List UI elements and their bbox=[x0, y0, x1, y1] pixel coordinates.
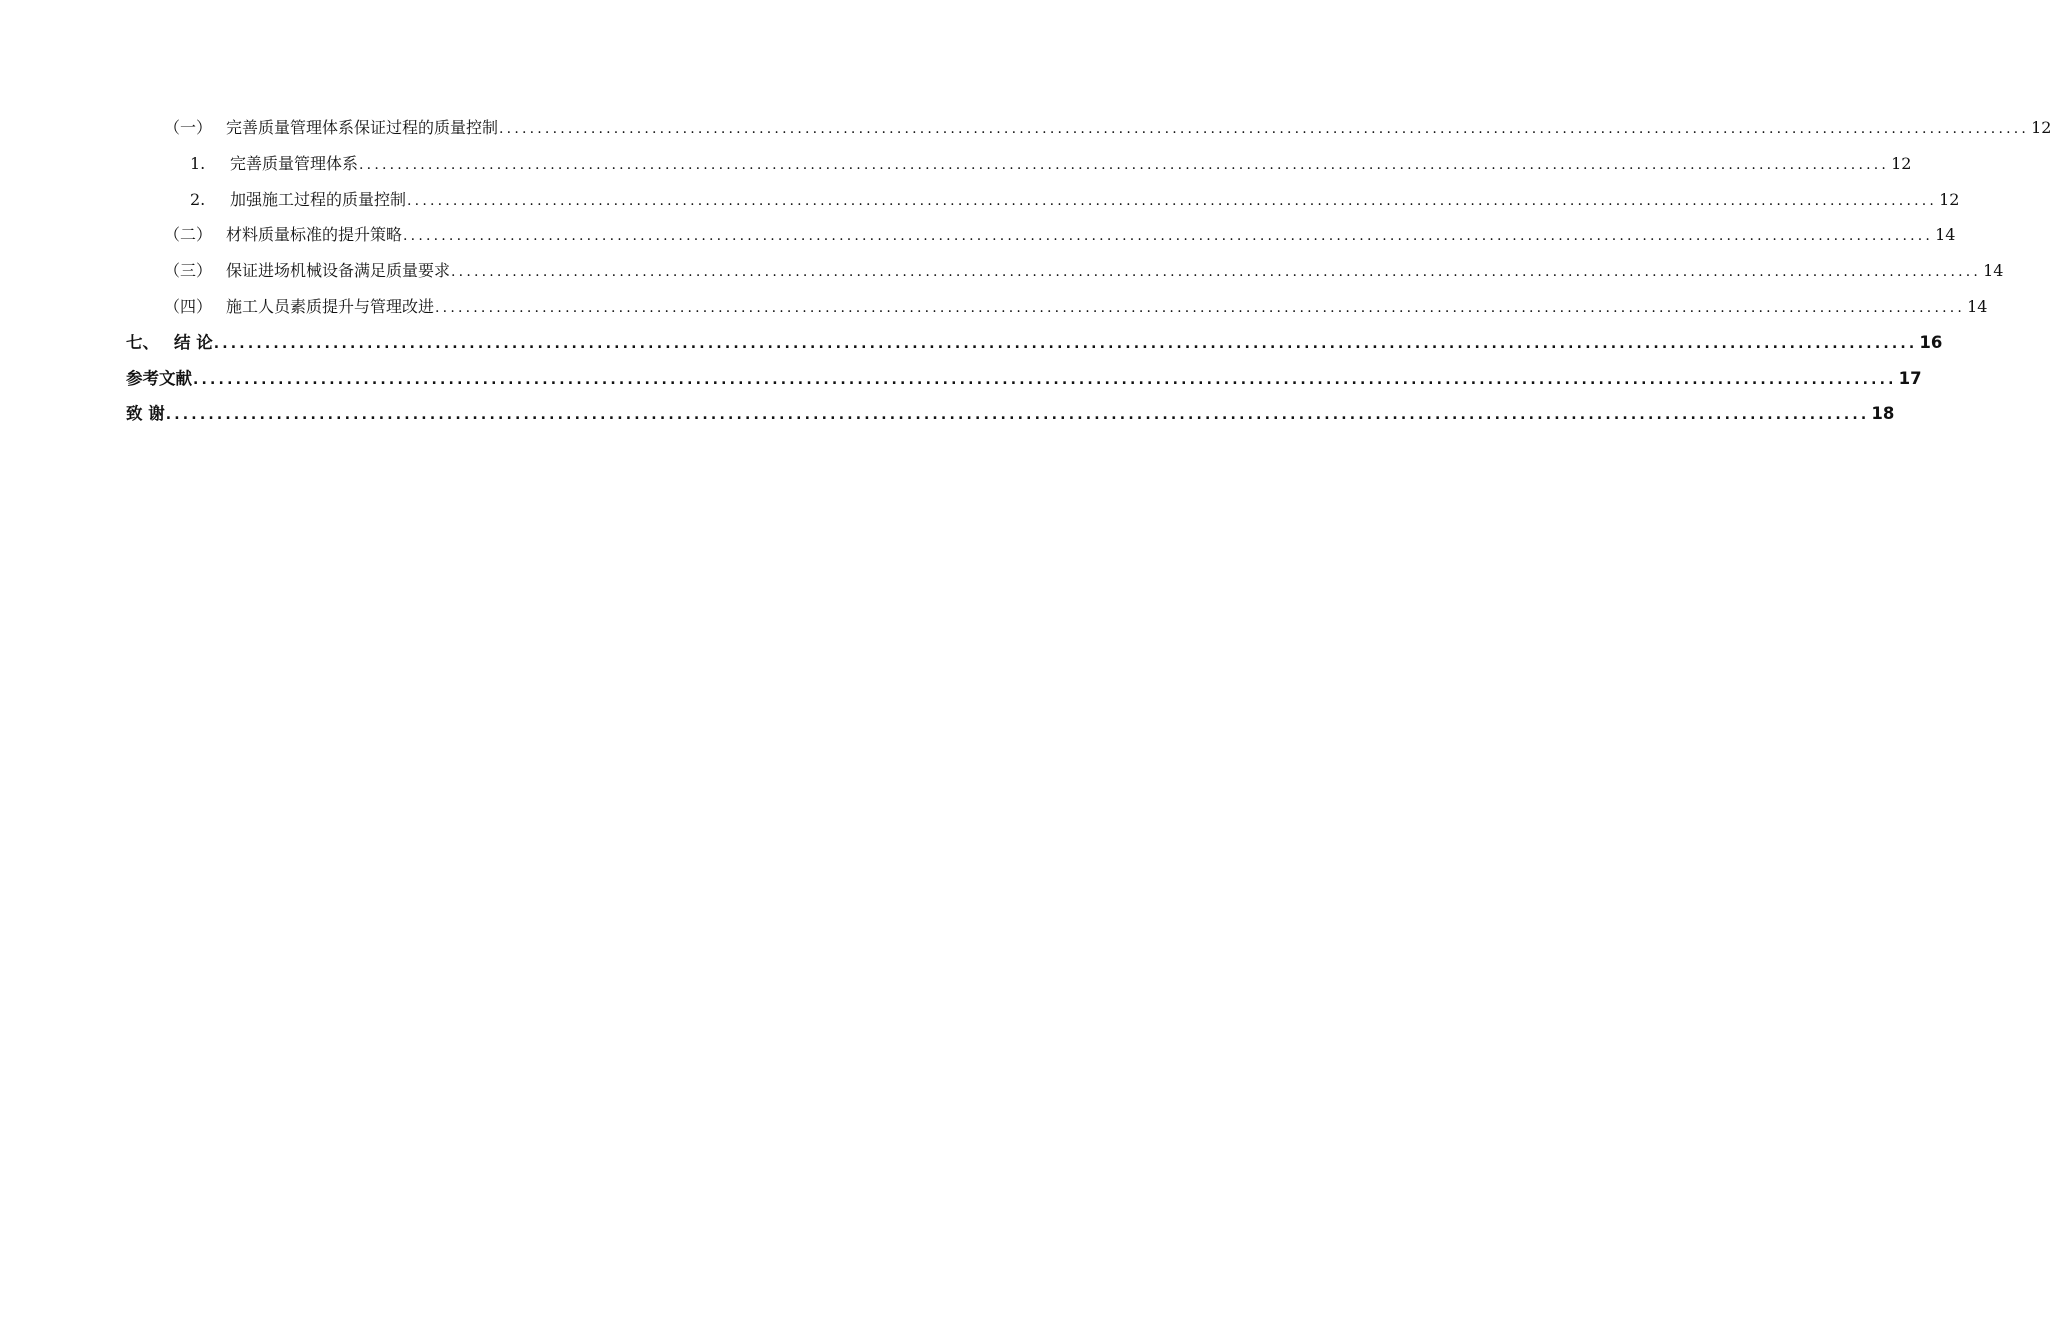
toc-entry-page: 18 bbox=[1871, 404, 1895, 424]
toc-entry-page: 14 bbox=[1967, 296, 1988, 316]
toc-dot-leader: ........................................................................................................................................................................................................ bbox=[165, 407, 1870, 424]
toc-entry-title: 结 论 bbox=[174, 332, 213, 352]
toc-dot-leader: ........................................................................................................................................................................................................ bbox=[213, 335, 1918, 352]
toc-entry-page: 17 bbox=[1898, 368, 1922, 388]
toc-entry[interactable] bbox=[126, 217, 1956, 253]
toc-dot-leader: ........................................................................................................................................................................................................ bbox=[193, 371, 1897, 388]
toc-entry-number: （一） bbox=[164, 118, 213, 137]
toc-entry-title: 完善质量管理体系保证过程的质量控制 bbox=[226, 118, 499, 137]
toc-entry-title: 材料质量标准的提升策略 bbox=[226, 225, 403, 245]
toc-entry-title: 完善质量管理体系 bbox=[230, 153, 359, 173]
toc-entry[interactable] bbox=[126, 253, 2004, 289]
toc-entry-title: 加强施工过程的质量控制 bbox=[230, 189, 407, 209]
toc-dot-leader: ........................................................................................................................................................................................................ bbox=[499, 121, 2030, 137]
toc-entry[interactable] bbox=[126, 361, 1922, 397]
toc-entry-title: 保证进场机械设备满足质量要求 bbox=[226, 261, 451, 281]
toc-dot-leader: ........................................................................................................................................................................................................ bbox=[403, 228, 1934, 245]
toc-dot-leader: ........................................................................................................................................................................................................ bbox=[407, 192, 1938, 209]
toc-entry-title: 致 谢 bbox=[126, 404, 165, 424]
toc-dot-leader: ........................................................................................................................................................................................................ bbox=[451, 264, 1982, 281]
toc-entry-number: 1. bbox=[190, 153, 206, 173]
toc-entry[interactable] bbox=[126, 182, 1960, 218]
toc-entry[interactable] bbox=[126, 396, 1895, 432]
toc-entry-number: 2. bbox=[190, 189, 206, 209]
toc-entry-number: （二） bbox=[164, 225, 213, 245]
toc-entry-page: 12 bbox=[2031, 118, 2051, 137]
toc-entry-number: （四） bbox=[164, 296, 213, 316]
toc-entry[interactable] bbox=[126, 146, 1912, 182]
toc-entry-page: 12 bbox=[1891, 153, 1912, 173]
toc-entry-page: 16 bbox=[1919, 332, 1943, 352]
toc-entry[interactable] bbox=[126, 325, 1943, 361]
toc-dot-leader: ........................................................................................................................................................................................................ bbox=[435, 299, 1966, 316]
toc-dot-leader: ........................................................................................................................................................................................................ bbox=[359, 156, 1890, 173]
toc-entry-number: 七、 bbox=[126, 332, 159, 352]
toc-entry[interactable] bbox=[126, 289, 1988, 325]
toc-entry[interactable] bbox=[126, 110, 2051, 146]
toc-entry-number: （三） bbox=[164, 261, 213, 281]
toc-entry-page: 12 bbox=[1939, 189, 1960, 209]
toc-entry-title: 施工人员素质提升与管理改进 bbox=[226, 296, 435, 316]
toc-entry-page: 14 bbox=[1935, 225, 1956, 245]
toc-entry-page: 14 bbox=[1983, 261, 2004, 281]
table-of-contents bbox=[126, 110, 2051, 432]
toc-entry-title: 参考文献 bbox=[126, 368, 192, 388]
